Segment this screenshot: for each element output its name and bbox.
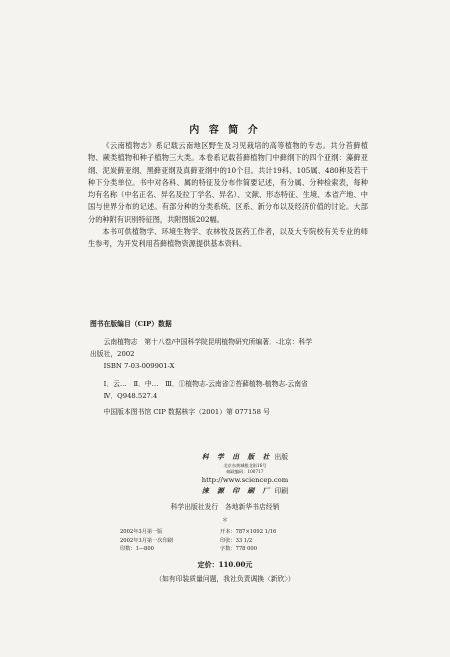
cip-isbn: ISBN 7-03-009901-X <box>103 362 175 370</box>
distribution-line: 科学出版社发行 各地新华书店经销 <box>170 503 280 511</box>
abstract-paragraph-1: 《云南植物志》系记载云南地区野生及习见栽培的高等植物的专志。共分苔藓植物、蕨类植物和种子植物三大类。本卷系记载苔藓植物门中藓纲下的四个亚纲：藻藓亚纲、泥炭藓亚纲、黑藓亚纲及真藓亚纲中的10个目。共计19科、105属、480种及若干种下分类单位。书中对各科、属的特征及分布作简要记述，有分属、分种检索表，每种均有名称（中名正名、异名及拉丁学名、异名）、文献、形态特征、生境、本省产地、中国与世界分布的记述。有部分种的分类系统、区系、新分布以及经济价值的讨论。大部分的种附有识别特征图，共附图版202幅。 <box>88 141 368 224</box>
publisher-block <box>175 452 315 497</box>
printer-name: 涞 源 印 刷 厂 <box>201 487 273 495</box>
cip-block <box>90 318 375 418</box>
spec-format: 开本：787×1092 1/16 <box>220 529 277 535</box>
quality-notice: （如有印装质量问题，我社负责调换〈新欣〉） <box>155 575 295 583</box>
abstract <box>88 140 368 251</box>
cip-subject-2: Ⅳ．Q948.527.4 <box>103 392 158 400</box>
printer-role: 印刷 <box>274 487 289 495</box>
cip-heading: 图书在版编目（CIP）数据 <box>90 320 172 328</box>
abstract-title: 内 容 简 介 <box>189 125 261 136</box>
publisher-role: 出版 <box>274 453 289 461</box>
cip-line-1: 云南植物志 第十八卷/中国科学院昆明植物研究所编著．-北京：科学 <box>103 338 313 346</box>
star-divider: ＊ <box>221 517 228 524</box>
abstract-paragraph-2: 本书可供植物学、环境生物学、农林牧及医药工作者，以及大专院校有关专业的师生参考，为开发利用苔藓植物资源提供基本资料。 <box>88 227 368 249</box>
publisher-name: 科 学 出 版 社 <box>201 453 273 461</box>
publisher-address: 北京东黄城根北街16号 <box>223 463 267 468</box>
price: 定价：110.00元 <box>197 560 253 569</box>
print-specs <box>120 528 330 554</box>
spec-copies: 印数：1—800 <box>120 546 154 552</box>
publisher-postcode: 邮政编码：100717 <box>226 469 264 474</box>
cip-line-2: 出版社，2002 <box>90 350 135 358</box>
spec-printing: 2002年3月第一次印刷 <box>120 537 173 544</box>
spec-edition: 2002年3月第一版 <box>120 529 163 535</box>
spec-sheets: 印张：33 1/2 <box>220 537 253 544</box>
publisher-website: http://www.sciencep.com <box>201 476 289 484</box>
cip-subject-1: Ⅰ．云… Ⅱ．中… Ⅲ．①植物志-云南省②苔藓植物-植物志-云南省 <box>103 380 308 388</box>
cip-record: 中国版本图书馆 CIP 数据核字（2001）第 077158 号 <box>103 408 270 416</box>
spec-words: 字数：778 000 <box>220 546 258 552</box>
